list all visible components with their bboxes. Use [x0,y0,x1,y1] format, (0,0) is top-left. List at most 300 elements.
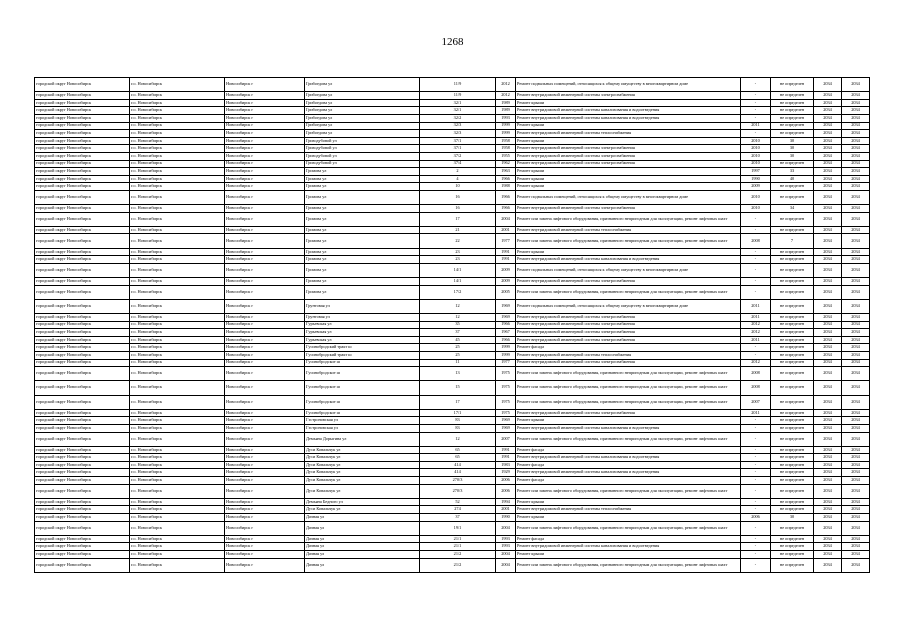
table-row [35,299,870,313]
last-repair-year-cell: - [741,506,771,514]
house-number-cell: 37/1 [420,145,496,153]
plan-year-start-cell: 2034 [814,367,842,381]
build-year-cell: 2012 [496,78,516,92]
street-cell: Громова ул [305,234,420,248]
street-cell: Гризодубовой ул [305,160,420,168]
street-cell: Гусинобродское ш [305,381,420,395]
house-number-cell: 37/4 [420,160,496,168]
last-repair-year-cell: - [741,558,771,572]
house-number-cell: 23 [420,256,496,264]
build-year-cell: 1955 [496,152,516,160]
plan-year-end-cell: 2034 [842,160,870,168]
municipality-cell: г.о. Новосибирск [130,107,225,115]
region-cell: городской округ Новосибирск [35,152,130,160]
street-cell: Гусинобродское ш [305,409,420,417]
locality-cell: Новосибирск г [225,285,305,299]
norm-period-cell: 7 [771,234,814,248]
table-row [35,543,870,551]
plan-year-end-cell: 2034 [842,424,870,432]
street-cell: Грибоедова ул [305,114,420,122]
last-repair-year-cell: - [741,424,771,432]
locality-cell: Новосибирск г [225,359,305,367]
street-cell: Дуси Ковальчук ул [305,469,420,477]
last-repair-year-cell: - [741,99,771,107]
street-cell: Дуси Ковальчук ул [305,454,420,462]
locality-cell: Новосибирск г [225,558,305,572]
region-cell: городской округ Новосибирск [35,446,130,454]
house-number-cell: 83 [420,417,496,425]
street-cell: Громова ул [305,212,420,226]
build-year-cell: 1969 [496,299,516,313]
house-number-cell: 14/1 [420,278,496,286]
plan-year-end-cell: 2034 [842,152,870,160]
house-number-cell: 32/1 [420,99,496,107]
last-repair-year-cell: - [741,551,771,559]
build-year-cell: 1969 [496,417,516,425]
street-cell: Грибоедова ул [305,122,420,130]
plan-year-end-cell: 2034 [842,122,870,130]
work-type-cell: Ремонт внутридомовой инженерной системы теплоснабжения [516,130,741,138]
norm-period-cell: не определен [771,336,814,344]
municipality-cell: г.о. Новосибирск [130,446,225,454]
locality-cell: Новосибирск г [225,99,305,107]
build-year-cell: 1958 [496,137,516,145]
municipality-cell: г.о. Новосибирск [130,114,225,122]
house-number-cell: 414 [420,461,496,469]
norm-period-cell: не определен [771,321,814,329]
table-row [35,263,870,277]
locality-cell: Новосибирск г [225,152,305,160]
locality-cell: Новосибирск г [225,175,305,183]
plan-year-start-cell: 2034 [814,344,842,352]
municipality-cell: г.о. Новосибирск [130,367,225,381]
house-number-cell: 65 [420,454,496,462]
region-cell: городской округ Новосибирск [35,314,130,322]
street-cell: Громова ул [305,183,420,191]
work-type-cell: Ремонт или замена лифтового оборудования, признанного непригодным для эксплуатации, ремонт лифтовых шахт [516,558,741,572]
street-cell: Грибоедова ул [305,78,420,92]
municipality-cell: г.о. Новосибирск [130,454,225,462]
build-year-cell: 1929 [496,469,516,477]
house-number-cell: 17/1 [420,409,496,417]
plan-year-start-cell: 2034 [814,454,842,462]
locality-cell: Новосибирск г [225,183,305,191]
norm-period-cell: не определен [771,285,814,299]
work-type-cell: Ремонт подвальных помещений, относящихся к общему имуществу в многоквартирном доме [516,78,741,92]
plan-year-end-cell: 2034 [842,551,870,559]
table-row [35,477,870,485]
locality-cell: Новосибирск г [225,336,305,344]
plan-year-start-cell: 2034 [814,212,842,226]
plan-year-start-cell: 2034 [814,183,842,191]
norm-period-cell: 34 [771,205,814,213]
locality-cell: Новосибирск г [225,409,305,417]
build-year-cell: 1991 [496,454,516,462]
norm-period-cell: не определен [771,498,814,506]
build-year-cell: 2004 [496,551,516,559]
region-cell: городской округ Новосибирск [35,122,130,130]
street-cell: Грибоедова ул [305,130,420,138]
table-row [35,92,870,100]
plan-year-start-cell: 2034 [814,278,842,286]
municipality-cell: г.о. Новосибирск [130,299,225,313]
last-repair-year-cell: - [741,344,771,352]
region-cell: городской округ Новосибирск [35,424,130,432]
plan-year-start-cell: 2034 [814,92,842,100]
plan-year-end-cell: 2034 [842,381,870,395]
house-number-cell: 4 [420,175,496,183]
plan-year-start-cell: 2034 [814,498,842,506]
work-type-cell: Ремонт внутридомовой инженерной системы канализования и водоотведения [516,454,741,462]
plan-year-end-cell: 2034 [842,543,870,551]
build-year-cell: 2004 [496,521,516,535]
municipality-cell: г.о. Новосибирск [130,212,225,226]
last-repair-year-cell: - [741,484,771,498]
region-cell: городской округ Новосибирск [35,92,130,100]
norm-period-cell: не определен [771,99,814,107]
plan-year-start-cell: 2034 [814,234,842,248]
build-year-cell: 1988 [496,183,516,191]
table-row [35,256,870,264]
street-cell: Громова ул [305,256,420,264]
table-body [35,78,870,573]
locality-cell: Новосибирск г [225,137,305,145]
house-number-cell: 32/1 [420,107,496,115]
build-year-cell: 1999 [496,122,516,130]
plan-year-end-cell: 2034 [842,321,870,329]
table-row [35,551,870,559]
last-repair-year-cell: 2008 [741,367,771,381]
last-repair-year-cell: - [741,351,771,359]
norm-period-cell: не определен [771,551,814,559]
house-number-cell: 37 [420,514,496,522]
table-row [35,521,870,535]
plan-year-end-cell: 2034 [842,359,870,367]
house-number-cell: 21 [420,226,496,234]
work-type-cell: Ремонт внутридомовой инженерной системы электроснабжения [516,278,741,286]
last-repair-year-cell: 2012 [741,359,771,367]
plan-year-start-cell: 2034 [814,461,842,469]
plan-year-end-cell: 2034 [842,367,870,381]
norm-period-cell: не определен [771,446,814,454]
street-cell: Гурьевская ул [305,321,420,329]
norm-period-cell: не определен [771,506,814,514]
last-repair-year-cell: - [741,477,771,485]
locality-cell: Новосибирск г [225,521,305,535]
municipality-cell: г.о. Новосибирск [130,92,225,100]
table-row [35,395,870,409]
build-year-cell: 1975 [496,395,516,409]
municipality-cell: г.о. Новосибирск [130,137,225,145]
table-row [35,234,870,248]
street-cell: Грунтовая ул [305,299,420,313]
locality-cell: Новосибирск г [225,107,305,115]
build-year-cell: 1999 [496,351,516,359]
build-year-cell: 2007 [496,432,516,446]
work-type-cell: Ремонт внутридомовой инженерной системы канализования и водоотведения [516,114,741,122]
plan-year-end-cell: 2034 [842,212,870,226]
table-row [35,461,870,469]
locality-cell: Новосибирск г [225,351,305,359]
work-type-cell: Ремонт или замена лифтового оборудования, признанного непригодным для эксплуатации, ремонт лифтовых шахт [516,367,741,381]
plan-year-end-cell: 2034 [842,248,870,256]
municipality-cell: г.о. Новосибирск [130,469,225,477]
municipality-cell: г.о. Новосибирск [130,424,225,432]
norm-period-cell: не определен [771,432,814,446]
plan-year-end-cell: 2034 [842,299,870,313]
municipality-cell: г.о. Новосибирск [130,205,225,213]
municipality-cell: г.о. Новосибирск [130,336,225,344]
work-type-cell: Ремонт внутридомовой инженерной системы электроснабжения [516,321,741,329]
work-type-cell: Ремонт фасада [516,461,741,469]
norm-period-cell: не определен [771,395,814,409]
build-year-cell: 1989 [496,107,516,115]
last-repair-year-cell: 2010 [741,205,771,213]
plan-year-end-cell: 2034 [842,278,870,286]
locality-cell: Новосибирск г [225,263,305,277]
house-number-cell: 11/9 [420,92,496,100]
work-type-cell: Ремонт крыши [516,417,741,425]
region-cell: городской округ Новосибирск [35,175,130,183]
house-number-cell: 2 [420,168,496,176]
plan-year-start-cell: 2034 [814,263,842,277]
region-cell: городской округ Новосибирск [35,278,130,286]
build-year-cell: 1966 [496,321,516,329]
work-type-cell: Ремонт крыши [516,137,741,145]
municipality-cell: г.о. Новосибирск [130,558,225,572]
street-cell: Громова ул [305,278,420,286]
region-cell: городской округ Новосибирск [35,551,130,559]
region-cell: городской округ Новосибирск [35,130,130,138]
work-type-cell: Ремонт фасада [516,477,741,485]
last-repair-year-cell: 2010 [741,160,771,168]
build-year-cell: 1991 [496,446,516,454]
table-row [35,446,870,454]
locality-cell: Новосибирск г [225,314,305,322]
table-row [35,321,870,329]
build-year-cell: 1983 [496,461,516,469]
plan-year-start-cell: 2034 [814,469,842,477]
plan-year-end-cell: 2034 [842,395,870,409]
municipality-cell: г.о. Новосибирск [130,190,225,204]
municipality-cell: г.о. Новосибирск [130,130,225,138]
street-cell: Гэстроновская ул [305,417,420,425]
norm-period-cell: 33 [771,168,814,176]
work-type-cell: Ремонт или замена лифтового оборудования, признанного непригодным для эксплуатации, ремонт лифтовых шахт [516,432,741,446]
street-cell: Громова ул [305,263,420,277]
plan-year-end-cell: 2034 [842,498,870,506]
region-cell: городской округ Новосибирск [35,329,130,337]
plan-year-start-cell: 2034 [814,351,842,359]
plan-year-end-cell: 2034 [842,175,870,183]
plan-year-end-cell: 2034 [842,432,870,446]
house-number-cell: 270/3 [420,484,496,498]
house-number-cell: 21/2 [420,551,496,559]
region-cell: городской округ Новосибирск [35,521,130,535]
plan-year-end-cell: 2034 [842,417,870,425]
locality-cell: Новосибирск г [225,514,305,522]
plan-year-end-cell: 2034 [842,461,870,469]
municipality-cell: г.о. Новосибирск [130,263,225,277]
plan-year-start-cell: 2034 [814,446,842,454]
locality-cell: Новосибирск г [225,498,305,506]
house-number-cell: 12 [420,432,496,446]
locality-cell: Новосибирск г [225,122,305,130]
last-repair-year-cell: - [741,130,771,138]
region-cell: городской округ Новосибирск [35,395,130,409]
plan-year-end-cell: 2034 [842,137,870,145]
build-year-cell: 2001 [496,506,516,514]
plan-year-start-cell: 2034 [814,122,842,130]
plan-year-end-cell: 2034 [842,469,870,477]
region-cell: городской округ Новосибирск [35,248,130,256]
plan-year-start-cell: 2034 [814,160,842,168]
locality-cell: Новосибирск г [225,446,305,454]
house-number-cell: 37/2 [420,152,496,160]
locality-cell: Новосибирск г [225,417,305,425]
region-cell: городской округ Новосибирск [35,212,130,226]
region-cell: городской округ Новосибирск [35,432,130,446]
build-year-cell: 2005 [496,285,516,299]
table-row [35,78,870,92]
last-repair-year-cell: 2012 [741,329,771,337]
municipality-cell: г.о. Новосибирск [130,551,225,559]
street-cell: Дачная ул [305,521,420,535]
plan-year-end-cell: 2034 [842,114,870,122]
build-year-cell: 1969 [496,314,516,322]
work-type-cell: Ремонт или замена лифтового оборудования, признанного непригодным для эксплуатации, ремонт лифтовых шахт [516,285,741,299]
region-cell: городской округ Новосибирск [35,263,130,277]
municipality-cell: г.о. Новосибирск [130,226,225,234]
last-repair-year-cell: - [741,226,771,234]
region-cell: городской округ Новосибирск [35,367,130,381]
norm-period-cell: не определен [771,299,814,313]
build-year-cell: 1991 [496,256,516,264]
municipality-cell: г.о. Новосибирск [130,432,225,446]
build-year-cell: 2009 [496,263,516,277]
norm-period-cell: 30 [771,152,814,160]
street-cell: Дуси Ковальчук ул [305,446,420,454]
plan-year-start-cell: 2034 [814,248,842,256]
work-type-cell: Ремонт крыши [516,183,741,191]
street-cell: Гусинобродский тракт ш [305,344,420,352]
municipality-cell: г.о. Новосибирск [130,484,225,498]
plan-year-end-cell: 2034 [842,484,870,498]
last-repair-year-cell: - [741,256,771,264]
last-repair-year-cell: - [741,432,771,446]
table-row [35,122,870,130]
street-cell: Громова ул [305,175,420,183]
work-type-cell: Ремонт внутридомовой инженерной системы электроснабжения [516,329,741,337]
plan-year-start-cell: 2034 [814,432,842,446]
last-repair-year-cell: - [741,263,771,277]
table-row [35,285,870,299]
house-number-cell: 414 [420,469,496,477]
street-cell: Грибоедова ул [305,99,420,107]
norm-period-cell: не определен [771,484,814,498]
municipality-cell: г.о. Новосибирск [130,461,225,469]
plan-year-end-cell: 2034 [842,477,870,485]
last-repair-year-cell: - [741,446,771,454]
street-cell: Гризодубовой ул [305,152,420,160]
table-row [35,212,870,226]
locality-cell: Новосибирск г [225,234,305,248]
norm-period-cell: не определен [771,477,814,485]
street-cell: Грибоедова ул [305,107,420,115]
table-row [35,344,870,352]
street-cell: Грунтовая ул [305,314,420,322]
house-number-cell: 16 [420,205,496,213]
locality-cell: Новосибирск г [225,344,305,352]
house-number-cell: 19/1 [420,521,496,535]
plan-year-start-cell: 2034 [814,514,842,522]
build-year-cell: 2012 [496,92,516,100]
street-cell: Дачная ул [305,543,420,551]
work-type-cell: Ремонт внутридомовой инженерной системы канализования и водоотведения [516,424,741,432]
last-repair-year-cell: 2011 [741,122,771,130]
build-year-cell: 1990 [496,514,516,522]
work-type-cell: Ремонт внутридомовой инженерной системы теплоснабжения [516,226,741,234]
work-type-cell: Ремонт внутридомовой инженерной системы электроснабжения [516,145,741,153]
plan-year-start-cell: 2034 [814,551,842,559]
last-repair-year-cell: 2009 [741,183,771,191]
region-cell: городской округ Новосибирск [35,234,130,248]
region-cell: городской округ Новосибирск [35,514,130,522]
last-repair-year-cell: - [741,285,771,299]
region-cell: городской округ Новосибирск [35,78,130,92]
house-number-cell: 21/1 [420,543,496,551]
region-cell: городской округ Новосибирск [35,409,130,417]
street-cell: Дачная ул [305,551,420,559]
build-year-cell: 1989 [496,99,516,107]
plan-year-start-cell: 2034 [814,359,842,367]
street-cell: Гризодубовой ул [305,145,420,153]
house-number-cell: 21/1 [420,535,496,543]
plan-year-end-cell: 2034 [842,344,870,352]
table-row [35,409,870,417]
table-row [35,469,870,477]
table-row [35,558,870,572]
table-row [35,114,870,122]
table-row [35,99,870,107]
build-year-cell: 1969 [496,424,516,432]
street-cell: Гэстроновская ул [305,424,420,432]
work-type-cell: Ремонт фасада [516,535,741,543]
work-type-cell: Ремонт крыши [516,498,741,506]
last-repair-year-cell: 2011 [741,299,771,313]
last-repair-year-cell: 2010 [741,190,771,204]
build-year-cell: 1966 [496,190,516,204]
house-number-cell: 83 [420,424,496,432]
region-cell: городской округ Новосибирск [35,168,130,176]
work-type-cell: Ремонт или замена лифтового оборудования, признанного непригодным для эксплуатации, ремонт лифтовых шахт [516,521,741,535]
locality-cell: Новосибирск г [225,299,305,313]
plan-year-start-cell: 2034 [814,226,842,234]
region-cell: городской округ Новосибирск [35,558,130,572]
locality-cell: Новосибирск г [225,477,305,485]
region-cell: городской округ Новосибирск [35,351,130,359]
build-year-cell: 1993 [496,114,516,122]
locality-cell: Новосибирск г [225,454,305,462]
build-year-cell: 1999 [496,130,516,138]
region-cell: городской округ Новосибирск [35,145,130,153]
work-type-cell: Ремонт внутридомовой инженерной системы электроснабжения [516,205,741,213]
work-type-cell: Ремонт крыши [516,248,741,256]
house-number-cell: 25 [420,344,496,352]
plan-year-end-cell: 2034 [842,107,870,115]
plan-year-end-cell: 2034 [842,130,870,138]
norm-period-cell: не определен [771,256,814,264]
